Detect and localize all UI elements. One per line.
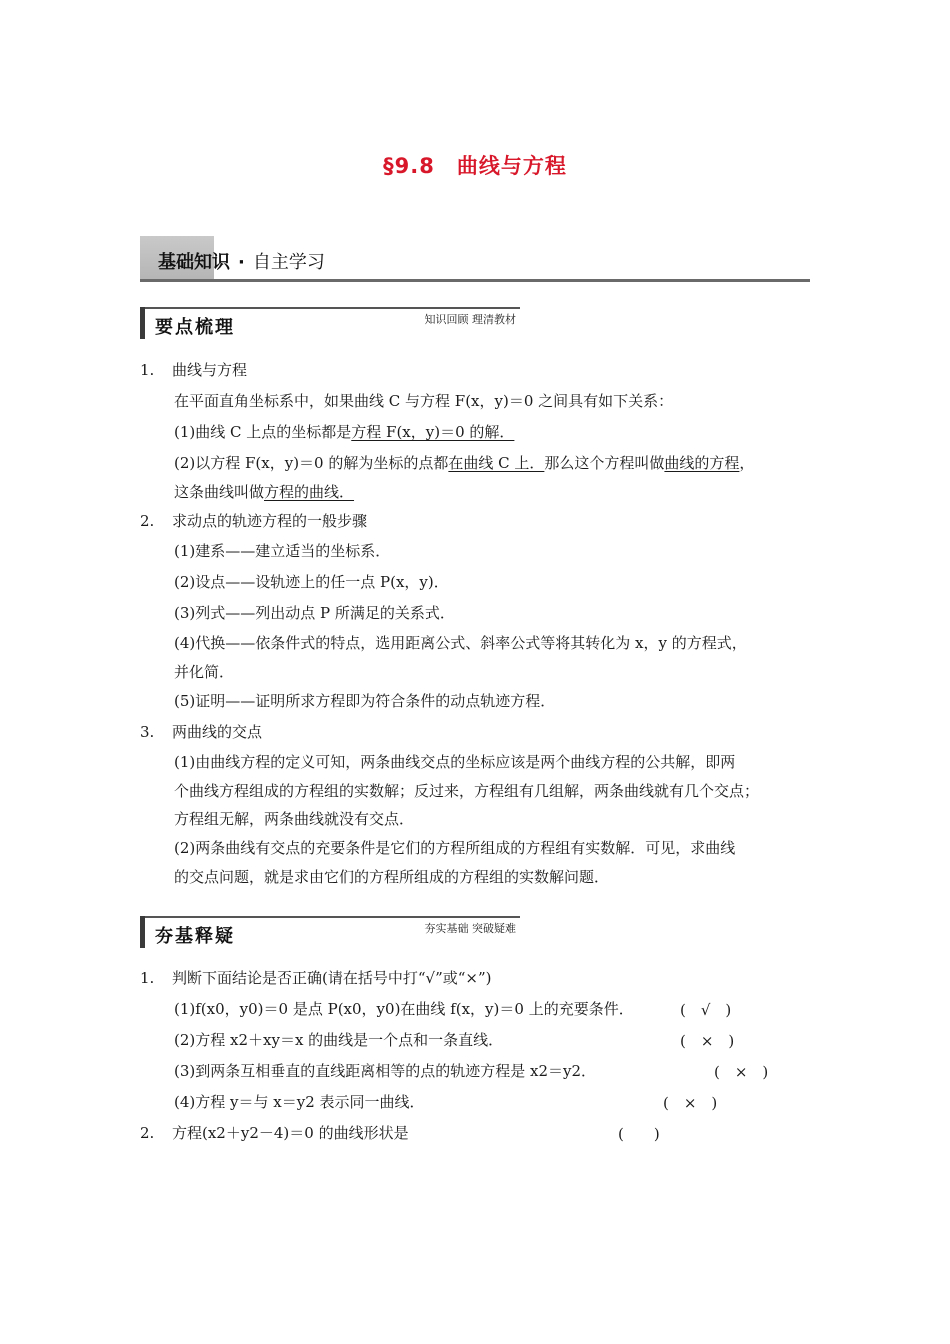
- point-1-heading: [140, 360, 247, 380]
- step-4-cont: 并化简．: [174, 663, 235, 681]
- subsection-topline: [145, 916, 520, 918]
- exercise-1-item-1: (1)f(x0，y0)＝0 是点 P(x0，y0)在曲线 f(x，y)＝0 上的充要条件．: [174, 1000, 634, 1018]
- step-5: (5)证明——证明所求方程即为符合条件的动点轨迹方程．: [174, 692, 556, 710]
- subsection-label: 要点梳理: [155, 317, 235, 338]
- section-header: [140, 236, 810, 282]
- point-3-paragraph-2-line-2: 的交点问题，就是求由它们的方程所组成的方程组的实数解问题．: [174, 868, 610, 886]
- exercise-number: 2.: [140, 1124, 155, 1142]
- answer-bracket: ( × ): [663, 1094, 718, 1112]
- exercise-number: 1.: [140, 969, 155, 987]
- step-2: (2)设点——设轨迹上的任一点 P(x，y)．: [174, 573, 449, 591]
- section-header-dot: ·: [238, 252, 245, 273]
- section-header-text: [158, 248, 325, 274]
- answer-bracket: ( × ): [714, 1063, 769, 1081]
- section-title: 曲线与方程: [456, 154, 567, 178]
- point-number: 3.: [140, 723, 155, 741]
- subsection-header-exercises: [140, 916, 520, 948]
- step-4: (4)代换——依条件式的特点，选用距离公式、斜率公式等将其转化为 x，y 的方程式，: [174, 634, 747, 652]
- underlined-answer: 方程 F(x，y)＝0 的解．: [351, 423, 515, 441]
- subsection-tag: 夯实基础 突破疑难: [424, 922, 516, 935]
- subsection-bar: [140, 916, 145, 948]
- step-3: (3)列式——列出动点 P 所满足的关系式．: [174, 604, 455, 622]
- text-span: (1)曲线 C 上点的坐标都是: [174, 423, 352, 441]
- text-span: (2)以方程 F(x，y)＝0 的解为坐标的点都: [174, 454, 449, 472]
- point-3-heading: [140, 722, 262, 742]
- subsection-label: 夯基释疑: [155, 926, 235, 947]
- step-1: (1)建系——建立适当的坐标系．: [174, 542, 391, 560]
- answer-bracket: ( ): [618, 1125, 660, 1143]
- exercise-text: 方程(x2＋y2－4)＝0 的曲线形状是: [172, 1124, 409, 1142]
- text-span: 那么这个方程叫做: [544, 454, 665, 472]
- subsection-tag: 知识回顾 理清教材: [424, 313, 516, 326]
- text-span: 这条曲线叫做: [174, 483, 265, 501]
- exercise-text: 判断下面结论是否正确(请在括号中打“√”或“×”): [172, 969, 492, 987]
- exercise-1-heading: [140, 968, 492, 988]
- point-number: 2.: [140, 512, 155, 530]
- point-number: 1.: [140, 361, 155, 379]
- exercise-2-heading: [140, 1123, 409, 1143]
- point-title: 曲线与方程: [172, 361, 248, 379]
- point-3-paragraph-1-line-3: 方程组无解，两条曲线就没有交点．: [174, 810, 415, 828]
- point-1-item-2: [174, 453, 754, 473]
- exercise-1-item-3: (3)到两条互相垂直的直线距离相等的点的轨迹方程是 x2＝y2．: [174, 1062, 597, 1080]
- point-2-heading: [140, 511, 367, 531]
- point-3-paragraph-2-line-1: (2)两条曲线有交点的充要条件是它们的方程所组成的方程组有实数解．可见，求曲线: [174, 839, 736, 857]
- point-1-item-1: [174, 422, 514, 442]
- answer-bracket: ( √ ): [680, 1001, 732, 1019]
- page-title: [0, 150, 950, 180]
- subsection-header-key-points: [140, 307, 520, 339]
- subsection-topline: [145, 307, 520, 309]
- point-1-item-2-cont: [174, 482, 354, 502]
- exercise-1-item-2: (2)方程 x2＋xy＝x 的曲线是一个点和一条直线．: [174, 1031, 504, 1049]
- point-title: 两曲线的交点: [172, 723, 263, 741]
- point-3-paragraph-1-line-2: 个曲线方程组成的方程组的实数解；反过来，方程组有几组解，两条曲线就有几个交点；: [174, 782, 760, 800]
- exercise-1-item-4: (4)方程 y＝与 x＝y2 表示同一曲线．: [174, 1093, 425, 1111]
- text-span: ，: [739, 454, 755, 472]
- subsection-bar: [140, 307, 145, 339]
- point-1-intro: 在平面直角坐标系中，如果曲线 C 与方程 F(x，y)＝0 之间具有如下关系：: [174, 392, 674, 410]
- point-3-paragraph-1-line-1: (1)由曲线方程的定义可知，两条曲线交点的坐标应该是两个曲线方程的公共解，即两: [174, 753, 736, 771]
- section-header-right: 自主学习: [252, 252, 325, 273]
- underlined-answer: 方程的曲线．: [264, 483, 355, 501]
- answer-bracket: ( × ): [680, 1032, 735, 1050]
- section-header-left: 基础知识: [158, 252, 230, 273]
- underlined-answer: 在曲线 C 上．: [448, 454, 545, 472]
- point-title: 求动点的轨迹方程的一般步骤: [172, 512, 368, 530]
- section-header-rule: [140, 279, 810, 282]
- underlined-answer: 曲线的方程: [664, 454, 740, 472]
- section-number: §9.8: [383, 154, 435, 178]
